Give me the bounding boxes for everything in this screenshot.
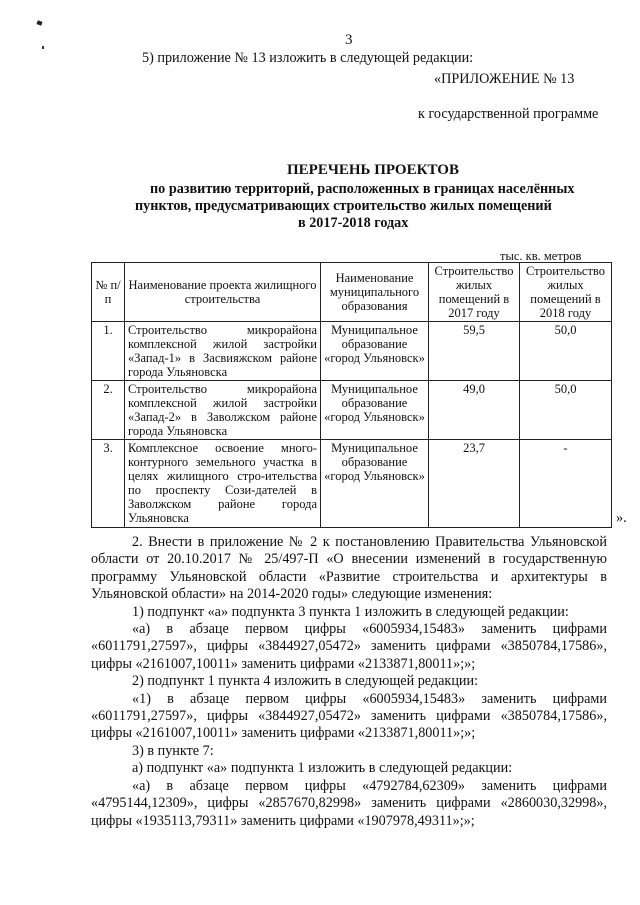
table-end-mark: ». bbox=[616, 510, 627, 526]
table-row bbox=[92, 440, 612, 528]
body-text bbox=[91, 534, 607, 830]
row-2018: - bbox=[520, 440, 612, 528]
subpoint-3: 3) в пункте 7: bbox=[132, 742, 214, 759]
row-muni: Муниципальное образование «город Ульяновск» bbox=[321, 381, 429, 440]
row-num: 1. bbox=[92, 322, 125, 381]
subpoint-a: а) подпункт «а» подпункта 1 изложить в следующей редакции: bbox=[132, 760, 513, 777]
projects-table bbox=[91, 262, 612, 528]
header-muni: Наименование муниципального образования bbox=[321, 263, 429, 322]
row-2017: 23,7 bbox=[429, 440, 520, 528]
row-muni: Муниципальное образование «город Ульяновск» bbox=[321, 322, 429, 381]
subpoint-2: 2) подпункт 1 пункта 4 изложить в следующей редакции: bbox=[132, 673, 479, 690]
scan-mark bbox=[36, 20, 42, 25]
header-2018: Строительство жилых помещений в 2018 году bbox=[520, 263, 612, 322]
row-name: Комплексное освоение много-контурного земельного участка в целях жилищного стро-ительства по проспекту Сози-дателей в Заволжском районе города Ульяновска bbox=[125, 440, 321, 528]
scan-mark bbox=[42, 46, 44, 49]
page-number: 3 bbox=[345, 32, 353, 48]
heading-line-4: в 2017-2018 годах bbox=[298, 215, 409, 231]
subpoint-1: 1) подпункт «а» подпункта 3 пункта 1 изложить в следующей редакции: bbox=[132, 603, 569, 620]
table-units: тыс. кв. метров bbox=[500, 249, 582, 263]
row-name: Строительство микрорайона комплексной жилой застройки «Запад-2» в Заволжском районе города Ульяновска bbox=[125, 381, 321, 440]
amendment-text: «а) в абзаце первом цифры «4792784,62309» заменить цифрами «4795144,12309», цифры «2857670,82998» заменить цифрами «2860030,32998», цифры «1935113,79311» заменить цифрами «1907978,49311»;»; bbox=[91, 777, 607, 829]
row-2017: 59,5 bbox=[429, 322, 520, 381]
row-num: 2. bbox=[92, 381, 125, 440]
appendix-title: «ПРИЛОЖЕНИЕ № 13 bbox=[434, 71, 575, 87]
row-2018: 50,0 bbox=[520, 381, 612, 440]
header-name: Наименование проекта жилищного строительства bbox=[125, 263, 321, 322]
header-num: № п/п bbox=[92, 263, 125, 322]
paragraph-2: 2. Внести в приложение № 2 к постановлению Правительства Ульяновской области от 20.10.2017 № 25/497-П «О внесении изменений в государственную программу Ульяновской области «Развитие строительства и архитектуры в Ульяновской области» на 2014-2020 годы» следующие изменения: bbox=[91, 534, 607, 603]
appendix-subtitle: к государственной программе bbox=[418, 106, 599, 122]
table-row bbox=[92, 381, 612, 440]
heading-line-3: пунктов, предусматривающих строительство жилых помещений bbox=[135, 198, 552, 214]
header-2017: Строительство жилых помещений в 2017 году bbox=[429, 263, 520, 322]
table-header-row bbox=[92, 263, 612, 322]
row-2017: 49,0 bbox=[429, 381, 520, 440]
row-2018: 50,0 bbox=[520, 322, 612, 381]
row-name: Строительство микрорайона комплексной жилой застройки «Запад-1» в Засвияжском районе города Ульяновска bbox=[125, 322, 321, 381]
row-num: 3. bbox=[92, 440, 125, 528]
amendment-text: «а) в абзаце первом цифры «6005934,15483» заменить цифрами «6011791,27597», цифры «3844927,05472» заменить цифрами «3850784,17586», цифры «2161007,10011» заменить цифрами «2133871,80011»;»; bbox=[91, 621, 607, 672]
table-row bbox=[92, 322, 612, 381]
heading-line-1: ПЕРЕЧЕНЬ ПРОЕКТОВ bbox=[287, 162, 459, 178]
amendment-text: «1) в абзаце первом цифры «6005934,15483» заменить цифрами «6011791,27597», цифры «3844927,05472» заменить цифрами «3850784,17586», цифры «2161007,10011» заменить цифрами «2133871,80011»;»; bbox=[91, 690, 607, 742]
heading-line-2: по развитию территорий, расположенных в границах населённых bbox=[150, 181, 575, 197]
row-muni: Муниципальное образование «город Ульяновск» bbox=[321, 440, 429, 528]
intro-line: 5) приложение № 13 изложить в следующей редакции: bbox=[142, 50, 474, 66]
